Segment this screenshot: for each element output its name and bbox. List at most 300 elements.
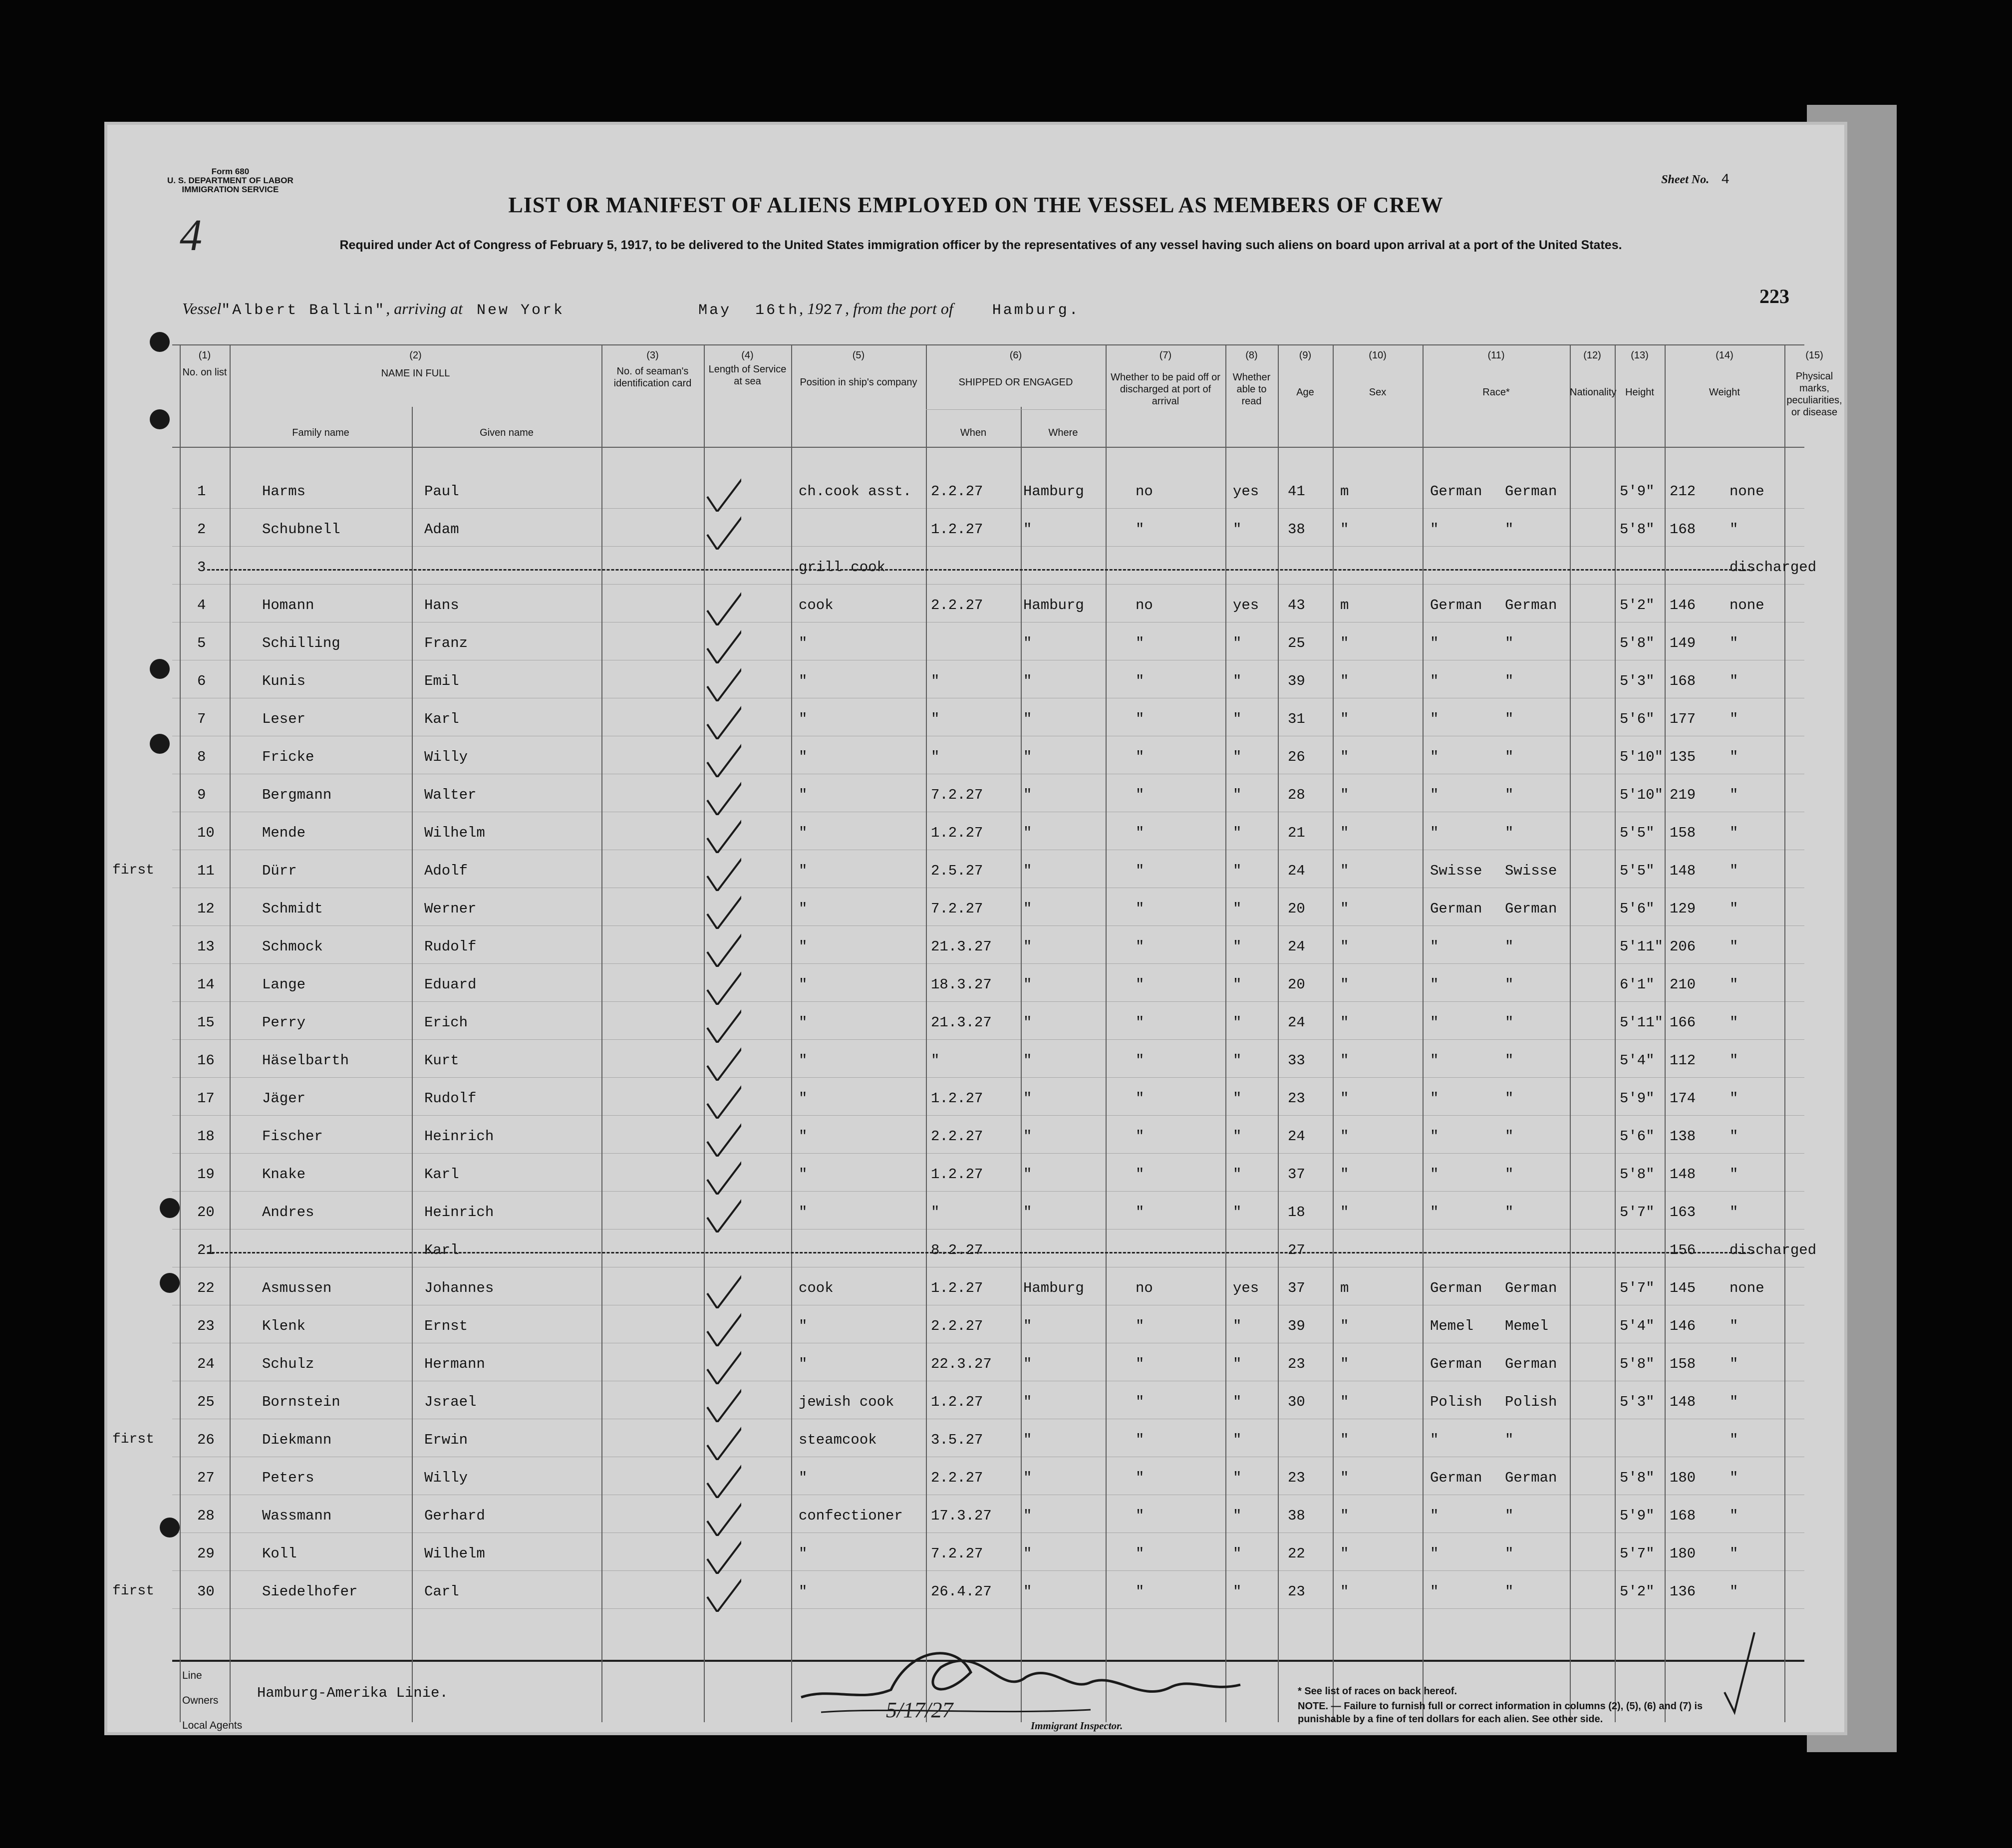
row-paid-off: " [1136,1318,1145,1334]
row-given-name: Erwin [424,1432,468,1448]
table-row [107,778,1844,815]
col-header-given-name: Given name [480,427,534,438]
row-given-name: Willy [424,749,468,765]
row-able-to-read: " [1233,901,1242,917]
row-number: 8 [197,749,206,765]
row-nationality: German [1505,1470,1557,1486]
row-shipped-when: 1.2.27 [931,1394,983,1410]
row-able-to-read: " [1233,1052,1242,1069]
row-physical-marks: " [1729,1545,1738,1562]
row-age: 18 [1288,1204,1305,1221]
row-shipped-when: 2.5.27 [931,863,983,879]
row-race: " [1430,787,1439,803]
row-family-name: Mende [262,825,306,841]
row-paid-off: " [1136,1204,1145,1221]
row-nationality: " [1505,1128,1514,1145]
race-note: * See list of races on back hereof. [1298,1686,1457,1697]
row-height: 5'6" [1620,901,1655,917]
row-race: " [1430,1128,1439,1145]
row-shipped-where: " [1023,901,1032,917]
arriving-label: , arriving at [386,300,463,317]
row-nationality: " [1505,1583,1514,1600]
row-race: " [1430,521,1439,538]
page-number: 223 [1759,285,1789,308]
row-age: 23 [1288,1356,1305,1372]
row-given-name: Franz [424,635,468,651]
row-family-name: Wassmann [262,1508,332,1524]
row-weight: 129 [1670,901,1696,917]
col-header-id-card: (3) No. of seaman's identification card [613,350,692,389]
table-row [107,740,1844,777]
row-age: 31 [1288,711,1305,727]
row-shipped-when: 7.2.27 [931,787,983,803]
row-given-name: Rudolf [424,938,477,955]
row-height: 5'9" [1620,1090,1655,1107]
row-position: " [799,1470,808,1486]
row-height: 6'1" [1620,976,1655,993]
row-position: cook [799,597,834,614]
row-age: 38 [1288,521,1305,538]
row-height: 5'4" [1620,1318,1655,1334]
row-sex: " [1340,711,1349,727]
row-shipped-where: " [1023,673,1032,689]
service-check-icon [701,1183,741,1232]
row-position: cook [799,1280,834,1296]
row-height: 5'8" [1620,1166,1655,1183]
arrival-month: May [698,302,732,319]
row-shipped-where: " [1023,1090,1032,1107]
arrival-port: New York [477,302,565,319]
row-shipped-when: 18.3.27 [931,976,992,993]
row-given-name: Karl [424,1242,459,1258]
row-sex: " [1340,901,1349,917]
row-sex: " [1340,1014,1349,1031]
row-shipped-when: 7.2.27 [931,901,983,917]
row-family-name: Schilling [262,635,340,651]
row-number: 15 [197,1014,215,1031]
row-position: " [799,635,808,651]
row-shipped-where: " [1023,938,1032,955]
penalty-note: NOTE. — Failure to furnish full or correct information in columns (2), (5), (6) and (7) is punishable by a fine of ten dollars for each alien. See other side. [1298,1701,1703,1725]
table-row [107,1005,1844,1042]
row-shipped-when: 21.3.27 [931,1014,992,1031]
row-shipped-when: " [931,673,940,689]
row-able-to-read: " [1233,1166,1242,1183]
row-weight: 112 [1670,1052,1696,1069]
row-given-name: Wilhelm [424,825,485,841]
row-able-to-read: " [1233,1545,1242,1562]
row-race: German [1430,901,1482,917]
row-nationality: Memel [1505,1318,1549,1334]
row-age: 25 [1288,635,1305,651]
row-paid-off: " [1136,673,1145,689]
row-shipped-where: " [1023,1356,1032,1372]
row-able-to-read: " [1233,1356,1242,1372]
row-paid-off: " [1136,1394,1145,1410]
row-weight: 136 [1670,1583,1696,1600]
vessel-name: "Albert Ballin" [221,302,386,319]
row-position: grill cook [799,559,886,576]
from-port: Hamburg. [992,302,1080,319]
row-position: " [799,1318,808,1334]
row-family-name: Koll [262,1545,297,1562]
row-nationality: " [1505,673,1514,689]
row-sex: m [1340,597,1349,614]
row-given-name: Emil [424,673,459,689]
row-nationality: " [1505,825,1514,841]
row-number: 22 [197,1280,215,1296]
row-age: 24 [1288,1128,1305,1145]
row-nationality: German [1505,901,1557,917]
row-sex: " [1340,1394,1349,1410]
row-able-to-read: " [1233,787,1242,803]
row-sex: " [1340,1583,1349,1600]
row-family-name: Bornstein [262,1394,340,1410]
col-header-paid-off: (7) Whether to be paid off or discharged at port of arrival [1111,350,1220,407]
binder-hole [160,1273,180,1293]
row-physical-marks: " [1729,521,1738,538]
row-physical-marks: discharged [1729,1242,1817,1258]
row-nationality: " [1505,938,1514,955]
table-row [107,1195,1844,1232]
table-row [107,967,1844,1004]
row-paid-off: " [1136,1166,1145,1183]
table-row [107,626,1844,663]
row-paid-off: " [1136,1508,1145,1524]
row-age: 38 [1288,1508,1305,1524]
row-family-name: Bergmann [262,787,332,803]
row-sex: " [1340,1128,1349,1145]
row-age: 30 [1288,1394,1305,1410]
row-sex: " [1340,863,1349,879]
row-height: 5'5" [1620,825,1655,841]
row-shipped-where: " [1023,1014,1032,1031]
row-position: " [799,863,808,879]
row-height: 5'11" [1620,938,1664,955]
row-shipped-where: " [1023,711,1032,727]
row-physical-marks: " [1729,863,1738,879]
row-age: 37 [1288,1166,1305,1183]
row-weight: 148 [1670,1166,1696,1183]
row-given-name: Adam [424,521,459,538]
row-race: " [1430,938,1439,955]
row-position: " [799,1014,808,1031]
row-age: 37 [1288,1280,1305,1296]
row-sex: " [1340,673,1349,689]
row-shipped-when: 1.2.27 [931,521,983,538]
row-race: " [1430,1583,1439,1600]
col-header-name: (2) NAME IN FULL [381,350,450,379]
table-row [107,702,1844,739]
row-nationality: German [1505,597,1557,614]
row-able-to-read: " [1233,635,1242,651]
row-age: 23 [1288,1090,1305,1107]
row-physical-marks: " [1729,1508,1738,1524]
row-family-name: Asmussen [262,1280,332,1296]
row-nationality: " [1505,1432,1514,1448]
row-weight: 177 [1670,711,1696,727]
strike-through-line [207,1252,1754,1253]
row-race: " [1430,635,1439,651]
col-header-nationality: (12) Nationality [1570,350,1617,398]
row-physical-marks: " [1729,1204,1738,1221]
table-row [107,1461,1844,1498]
row-race: " [1430,1014,1439,1031]
table-row [107,854,1844,891]
row-position: " [799,1583,808,1600]
row-age: 27 [1288,1242,1305,1258]
row-family-name: Andres [262,1204,314,1221]
row-given-name: Carl [424,1583,459,1600]
row-shipped-when: " [931,1204,940,1221]
row-weight: 146 [1670,1318,1696,1334]
table-row [107,929,1844,966]
row-able-to-read: " [1233,521,1242,538]
row-number: 19 [197,1166,215,1183]
row-height: 5'8" [1620,1356,1655,1372]
row-number: 25 [197,1394,215,1410]
row-race: " [1430,825,1439,841]
row-number: 5 [197,635,206,651]
col-header-position: (5) Position in ship's company [800,350,917,388]
row-shipped-when: 7.2.27 [931,1545,983,1562]
row-physical-marks: " [1729,787,1738,803]
row-sex: " [1340,938,1349,955]
row-physical-marks: " [1729,1318,1738,1334]
row-sex: " [1340,1432,1349,1448]
row-sex: " [1340,635,1349,651]
row-shipped-when: 1.2.27 [931,825,983,841]
row-race: " [1430,1166,1439,1183]
binder-hole [150,332,170,352]
row-number: 7 [197,711,206,727]
form-number: Form 680 [211,167,250,176]
row-sex: " [1340,1052,1349,1069]
row-shipped-when: " [931,1052,940,1069]
row-weight: 163 [1670,1204,1696,1221]
row-age: 24 [1288,938,1305,955]
row-shipped-where: " [1023,749,1032,765]
row-physical-marks: none [1729,483,1764,500]
arrival-day: 16th [755,302,800,319]
row-sex: m [1340,1280,1349,1296]
row-paid-off: " [1136,1128,1145,1145]
row-physical-marks: " [1729,938,1738,955]
row-sex: " [1340,1470,1349,1486]
service-check-icon [701,500,741,550]
row-shipped-when: " [931,711,940,727]
row-shipped-where: " [1023,1432,1032,1448]
form-service: IMMIGRATION SERVICE [182,185,279,194]
row-able-to-read: " [1233,1014,1242,1031]
binder-hole [160,1518,180,1538]
row-shipped-where: " [1023,1545,1032,1562]
row-shipped-when: 2.2.27 [931,597,983,614]
row-age: 39 [1288,1318,1305,1334]
row-given-name: Karl [424,1166,459,1183]
col-header-weight: (14) Weight [1709,350,1740,398]
row-height: 5'10" [1620,787,1664,803]
handwritten-margin-number: 4 [180,211,202,260]
row-able-to-read: " [1233,1432,1242,1448]
row-family-name: Fricke [262,749,314,765]
arrival-year: 27 [823,302,846,319]
row-family-name: Diekmann [262,1432,332,1448]
table-header-rule [172,447,1804,448]
row-age: 43 [1288,597,1305,614]
col-header-service: (4) Length of Service at sea [708,350,787,387]
row-position: " [799,673,808,689]
row-number: 28 [197,1508,215,1524]
row-position: " [799,1052,808,1069]
inspector-label: Immigrant Inspector. [1031,1720,1123,1732]
row-shipped-when: 2.2.27 [931,1470,983,1486]
row-paid-off: " [1136,749,1145,765]
row-shipped-where: " [1023,863,1032,879]
owners-label: Owners [182,1695,219,1706]
row-shipped-where: " [1023,1052,1032,1069]
table-row [107,1537,1844,1573]
sheet-number-label: Sheet No. [1661,173,1710,186]
row-physical-marks: discharged [1729,559,1817,576]
row-weight: 148 [1670,1394,1696,1410]
row-nationality: " [1505,635,1514,651]
row-age: 41 [1288,483,1305,500]
row-weight: 210 [1670,976,1696,993]
row-race: " [1430,1508,1439,1524]
row-family-name: Kunis [262,673,306,689]
table-top-rule [172,344,1804,345]
row-able-to-read: " [1233,825,1242,841]
row-shipped-when: " [931,749,940,765]
row-family-name: Klenk [262,1318,306,1334]
row-shipped-where: " [1023,1470,1032,1486]
col-header-physical-marks: (15) Physical marks, peculiarities, or disease [1786,350,1842,418]
row-paid-off: " [1136,1583,1145,1600]
row-given-name: Eduard [424,976,477,993]
row-number: 17 [197,1090,215,1107]
row-family-name: Schmock [262,938,323,955]
row-number: 16 [197,1052,215,1069]
service-check-icon [701,1562,741,1612]
row-age: 23 [1288,1470,1305,1486]
table-row [107,816,1844,853]
row-paid-off: no [1136,597,1153,614]
row-race: " [1430,1204,1439,1221]
row-paid-off: " [1136,1052,1145,1069]
row-age: 20 [1288,901,1305,917]
row-paid-off: " [1136,1014,1145,1031]
row-paid-off: " [1136,1356,1145,1372]
vessel-label: Vessel [182,300,222,317]
row-family-name: Dürr [262,863,297,879]
row-position: jewish cook [799,1394,894,1410]
row-nationality: Polish [1505,1394,1557,1410]
row-nationality: Swisse [1505,863,1557,879]
row-sex: " [1340,1508,1349,1524]
row-race: Swisse [1430,863,1482,879]
row-able-to-read: " [1233,711,1242,727]
row-physical-marks: " [1729,901,1738,917]
row-weight: 168 [1670,1508,1696,1524]
row-weight: 174 [1670,1090,1696,1107]
row-sex: " [1340,749,1349,765]
row-age: 23 [1288,1583,1305,1600]
row-given-name: Karl [424,711,459,727]
row-family-name: Harms [262,483,306,500]
row-age: 24 [1288,1014,1305,1031]
binder-hole [160,1198,180,1218]
row-height: 5'9" [1620,483,1655,500]
row-given-name: Willy [424,1470,468,1486]
row-physical-marks: " [1729,1394,1738,1410]
row-margin-note: first [112,863,155,878]
row-able-to-read: " [1233,749,1242,765]
row-sex: " [1340,1204,1349,1221]
row-given-name: Jsrael [424,1394,477,1410]
col-header-no: (1) No. on list [182,350,227,378]
row-physical-marks: " [1729,1470,1738,1486]
row-given-name: Wilhelm [424,1545,485,1562]
row-able-to-read: " [1233,1090,1242,1107]
row-race: " [1430,976,1439,993]
row-weight: 148 [1670,863,1696,879]
table-row [107,512,1844,549]
document-subtitle: Required under Act of Congress of February 5, 1917, to be delivered to the United States immigration officer by the representatives of any vessel having such aliens on board upon arrival at a port of the United States. [339,238,1622,252]
row-weight: 149 [1670,635,1696,651]
row-margin-note: first [112,1583,155,1599]
row-number: 6 [197,673,206,689]
row-age: 24 [1288,863,1305,879]
table-row [107,1347,1844,1384]
table-row [107,1119,1844,1156]
row-shipped-where: Hamburg [1023,483,1084,500]
row-shipped-where: " [1023,521,1032,538]
col-header-when: When [960,427,987,438]
col-header-family-name: Family name [292,427,349,438]
row-family-name: Perry [262,1014,306,1031]
row-paid-off: " [1136,976,1145,993]
row-race: " [1430,1052,1439,1069]
row-sex: " [1340,787,1349,803]
row-family-name: Leser [262,711,306,727]
table-row [107,1309,1844,1346]
row-given-name: Rudolf [424,1090,477,1107]
row-shipped-when: 1.2.27 [931,1090,983,1107]
row-race: " [1430,673,1439,689]
row-sex: " [1340,521,1349,538]
row-position: steamcook [799,1432,877,1448]
row-weight: 180 [1670,1545,1696,1562]
row-shipped-where: " [1023,825,1032,841]
row-number: 12 [197,901,215,917]
row-shipped-when: 21.3.27 [931,938,992,955]
row-family-name: Siedelhofer [262,1583,358,1600]
row-shipped-where: " [1023,1583,1032,1600]
row-physical-marks: " [1729,673,1738,689]
row-position: " [799,825,808,841]
row-nationality: German [1505,483,1557,500]
row-race: German [1430,1470,1482,1486]
row-sex: " [1340,825,1349,841]
row-shipped-when: 1.2.27 [931,1280,983,1296]
row-position: " [799,787,808,803]
row-race: German [1430,1280,1482,1296]
row-physical-marks: " [1729,825,1738,841]
row-height: 5'8" [1620,521,1655,538]
table-row [107,1423,1844,1460]
row-number: 2 [197,521,206,538]
